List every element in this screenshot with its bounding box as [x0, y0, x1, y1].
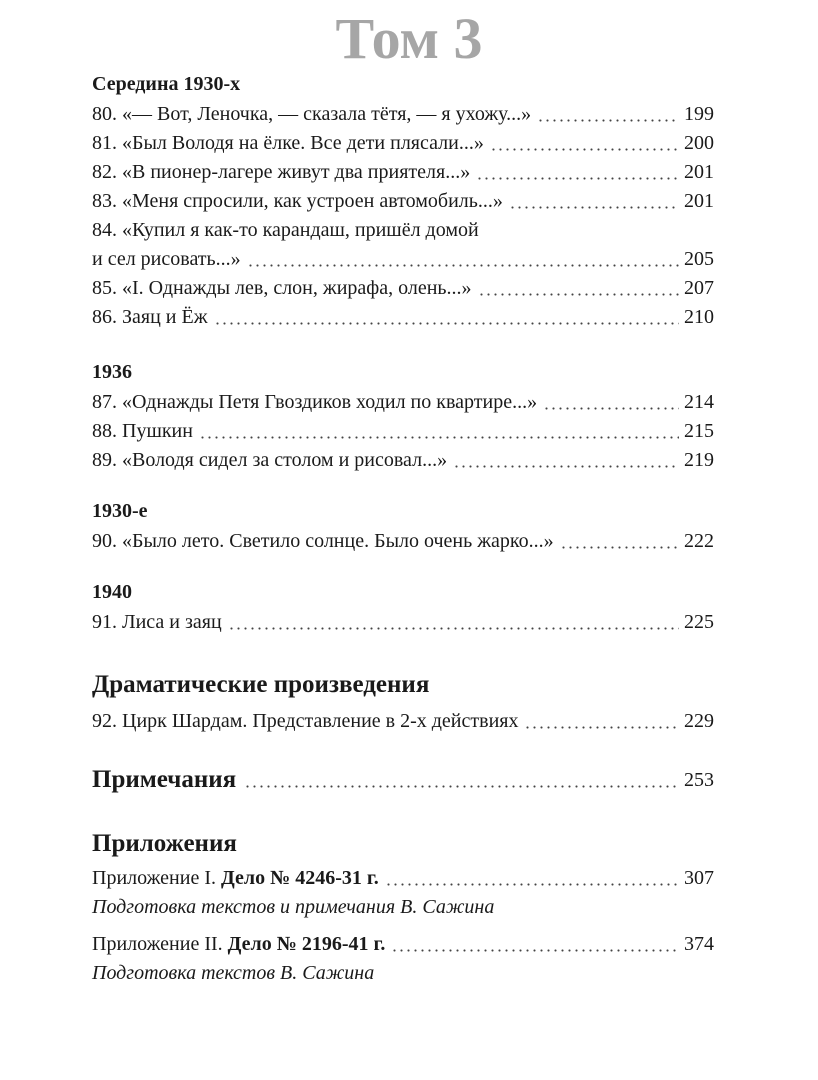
section-heading: Середина 1930-х [92, 73, 241, 95]
entry-page: 201 [684, 161, 714, 183]
dot-leader [247, 264, 679, 267]
toc-entry-92[interactable] [92, 707, 714, 736]
entry-number: 80. [92, 103, 117, 125]
entry-page: 229 [684, 710, 714, 732]
appendix-subtitle: Подготовка текстов В. Сажина [92, 962, 375, 984]
entry-title: Примечания [92, 766, 237, 793]
section-heading: Приложения [92, 830, 237, 857]
table-of-contents [92, 70, 714, 988]
appendix-2[interactable] [92, 930, 714, 988]
section-1930s [92, 497, 714, 556]
entry-number: 87. [92, 391, 117, 413]
entry-page: 201 [684, 190, 714, 212]
toc-entry-notes[interactable] [92, 762, 714, 798]
section-heading: Драматические произведения [92, 671, 430, 698]
entry-number: 85. [92, 277, 117, 299]
section-heading: 1936 [92, 361, 132, 383]
dot-leader [228, 627, 679, 630]
appendix-prefix: Приложение II. [92, 933, 223, 955]
dot-leader [385, 883, 679, 886]
entry-number: 86. [92, 306, 117, 328]
toc-entry-83[interactable] [92, 187, 714, 216]
entry-number: 81. [92, 132, 117, 154]
section-drama [92, 667, 714, 736]
entry-page: 205 [684, 248, 714, 270]
dot-leader [214, 322, 679, 325]
entry-title: «Был Володя на ёлке. Все дети плясали...» [122, 132, 484, 154]
entry-number: 88. [92, 420, 117, 442]
dot-leader [244, 785, 679, 788]
entry-page: 222 [684, 530, 714, 552]
entry-page: 374 [684, 933, 714, 955]
entry-number: 89. [92, 449, 117, 471]
entry-title: Заяц и Ёж [122, 306, 208, 328]
entry-page: 219 [684, 449, 714, 471]
dot-leader [524, 726, 679, 729]
entry-page: 200 [684, 132, 714, 154]
section-heading: 1940 [92, 581, 132, 603]
dot-leader [453, 465, 679, 468]
entry-number: 90. [92, 530, 117, 552]
toc-entry-80[interactable] [92, 100, 714, 129]
entry-title-continued: и сел рисовать...» [92, 248, 241, 270]
dot-leader [478, 293, 679, 296]
toc-entry-86[interactable] [92, 303, 714, 332]
toc-entry-81[interactable] [92, 129, 714, 158]
dot-leader [537, 119, 679, 122]
entry-title: «Меня спросили, как устроен автомобиль...» [122, 190, 503, 212]
entry-title: Цирк Шардам. Представление в 2-х действиях [122, 710, 519, 732]
appendix-case: Дело № 4246-31 г. [221, 867, 379, 889]
appendix-1[interactable] [92, 864, 714, 922]
section-1936 [92, 358, 714, 475]
dot-leader [509, 206, 679, 209]
toc-entry-82[interactable] [92, 158, 714, 187]
toc-entry-90[interactable] [92, 527, 714, 556]
entry-number: 83. [92, 190, 117, 212]
section-mid-1930s [92, 70, 714, 332]
entry-title: «Купил я как-то карандаш, пришёл домой [122, 219, 479, 241]
entry-page: 253 [684, 769, 714, 791]
toc-entry-87[interactable] [92, 388, 714, 417]
section-notes [92, 762, 714, 798]
entry-title: Лиса и заяц [122, 611, 222, 633]
entry-number: 82. [92, 161, 117, 183]
entry-number: 91. [92, 611, 117, 633]
toc-entry-85[interactable] [92, 274, 714, 303]
section-heading: 1930-е [92, 500, 148, 522]
entry-page: 207 [684, 277, 714, 299]
entry-page: 199 [684, 103, 714, 125]
entry-title: «Володя сидел за столом и рисовал...» [122, 449, 448, 471]
section-1940 [92, 578, 714, 637]
entry-page: 225 [684, 611, 714, 633]
entry-title: «Однажды Петя Гвоздиков ходил по квартире...» [122, 391, 538, 413]
appendix-case: Дело № 2196-41 г. [227, 933, 386, 955]
dot-leader [490, 148, 679, 151]
entry-title: «В пионер-лагере живут два приятеля...» [122, 161, 471, 183]
page-title: Том 3 [335, 6, 483, 71]
dot-leader [543, 407, 679, 410]
dot-leader [560, 546, 679, 549]
toc-entry-91[interactable] [92, 608, 714, 637]
entry-title: Пушкин [122, 420, 193, 442]
entry-number: 92. [92, 710, 117, 732]
section-appendices [92, 826, 714, 988]
toc-entry-88[interactable] [92, 417, 714, 446]
toc-entry-89[interactable] [92, 446, 714, 475]
entry-page: 210 [684, 306, 714, 328]
entry-page: 307 [684, 867, 714, 889]
dot-leader [199, 436, 679, 439]
appendix-subtitle: Подготовка текстов и примечания В. Сажина [92, 896, 495, 918]
entry-page: 214 [684, 391, 714, 413]
entry-number: 84. [92, 219, 117, 241]
entry-title: «Было лето. Светило солнце. Было очень жарко...» [122, 530, 554, 552]
entry-page: 215 [684, 420, 714, 442]
entry-title: «I. Однажды лев, слон, жирафа, олень...» [122, 277, 472, 299]
entry-title: «— Вот, Леночка, — сказала тётя, — я ухожу...» [122, 103, 532, 125]
dot-leader [476, 177, 679, 180]
dot-leader [391, 949, 679, 952]
appendix-prefix: Приложение I. [92, 867, 217, 889]
toc-entry-84[interactable] [92, 216, 714, 274]
